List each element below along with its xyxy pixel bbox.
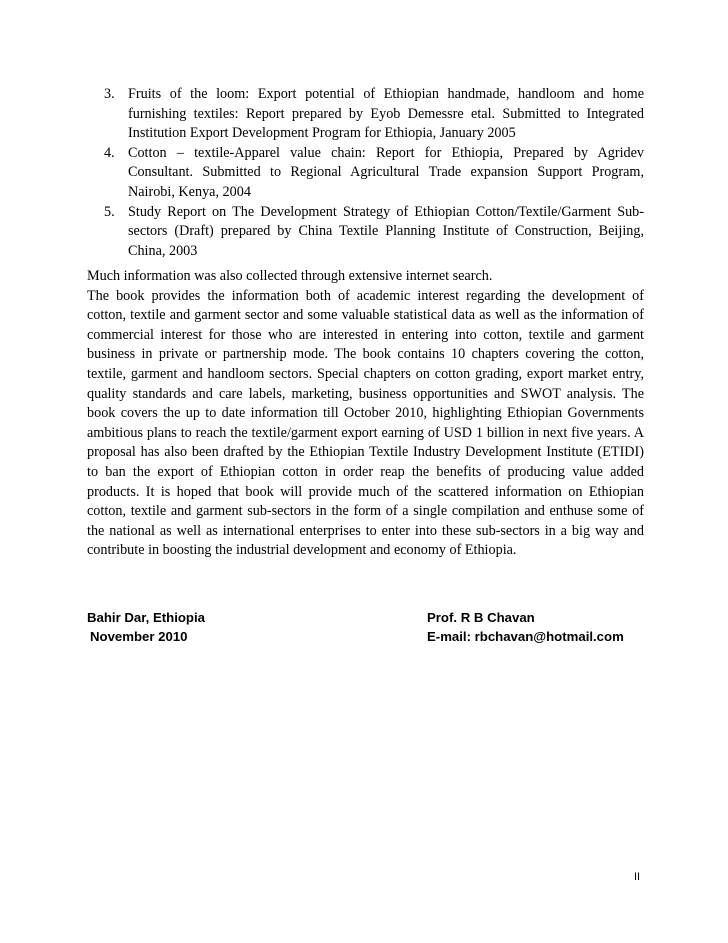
body-paragraph: The book provides the information both of academic interest regarding the development of cotton, textile and garment sector and some valuable statistical data as well as the information of commercial interest for those who are interested in entering into cotton, textile and garment business in private or partnership mode. The book contains 10 chapters covering the cotton, textile, garment and handloom sectors. Special chapters on cotton grading, export market entry, quality standards and care labels, marketing, business opportunities and SWOT analysis. The book covers the up to date information till October 2010, highlighting Ethiopian Governments ambitious plans to reach the textile/garment export earning of USD 1 billion in next five years. A proposal has also been drafted by the Ethiopian Textile Industry Development Institute (ETIDI) to ban the export of Ethiopian cotton in order reap the benefits of producing value added products. It is hoped that book will provide much of the scattered information on Ethiopian cotton, textile and garment sub-sectors in the form of a single compilation and enthuse some of the national as well as international enterprises to enter into these sub-sectors in a big way and contribute in boosting the industrial development and economy of Ethiopia.	[87, 287, 644, 559]
signature-email: E-mail: rbchavan@hotmail.com	[427, 629, 624, 644]
reference-item	[104, 203, 644, 262]
signature-author: Prof. R B Chavan	[427, 610, 535, 625]
reference-list	[104, 85, 644, 261]
reference-item	[104, 144, 644, 203]
reference-item	[104, 85, 644, 144]
reference-text: Study Report on The Development Strategy of Ethiopian Cotton/Textile/Garment Sub-sectors (Draft) prepared by China Textile Planning Institute of Construction, Beijing, China, 2003	[128, 203, 644, 259]
page-number: II	[634, 871, 641, 883]
signature-date: November 2010	[90, 629, 188, 644]
body-text	[87, 267, 644, 561]
reference-number: 3.	[104, 86, 115, 102]
reference-number: 4.	[104, 144, 115, 161]
body-intro-line: Much information was also collected through extensive internet search.	[87, 268, 493, 284]
reference-number: 5.	[104, 203, 115, 220]
reference-text: Cotton – textile-Apparel value chain: Report for Ethiopia, Prepared by Agridev Consultant. Submitted to Regional Agricultural Trade expansion Support Program, Nairobi, Kenya, 2004	[128, 144, 644, 200]
signature-place: Bahir Dar, Ethiopia	[87, 610, 205, 625]
reference-text: Fruits of the loom: Export potential of Ethiopian handmade, handloom and home furnishing textiles: Report prepared by Eyob Demessre etal. Submitted to Integrated Institution Export Development Program for Ethiopia, January 2005	[128, 86, 644, 142]
